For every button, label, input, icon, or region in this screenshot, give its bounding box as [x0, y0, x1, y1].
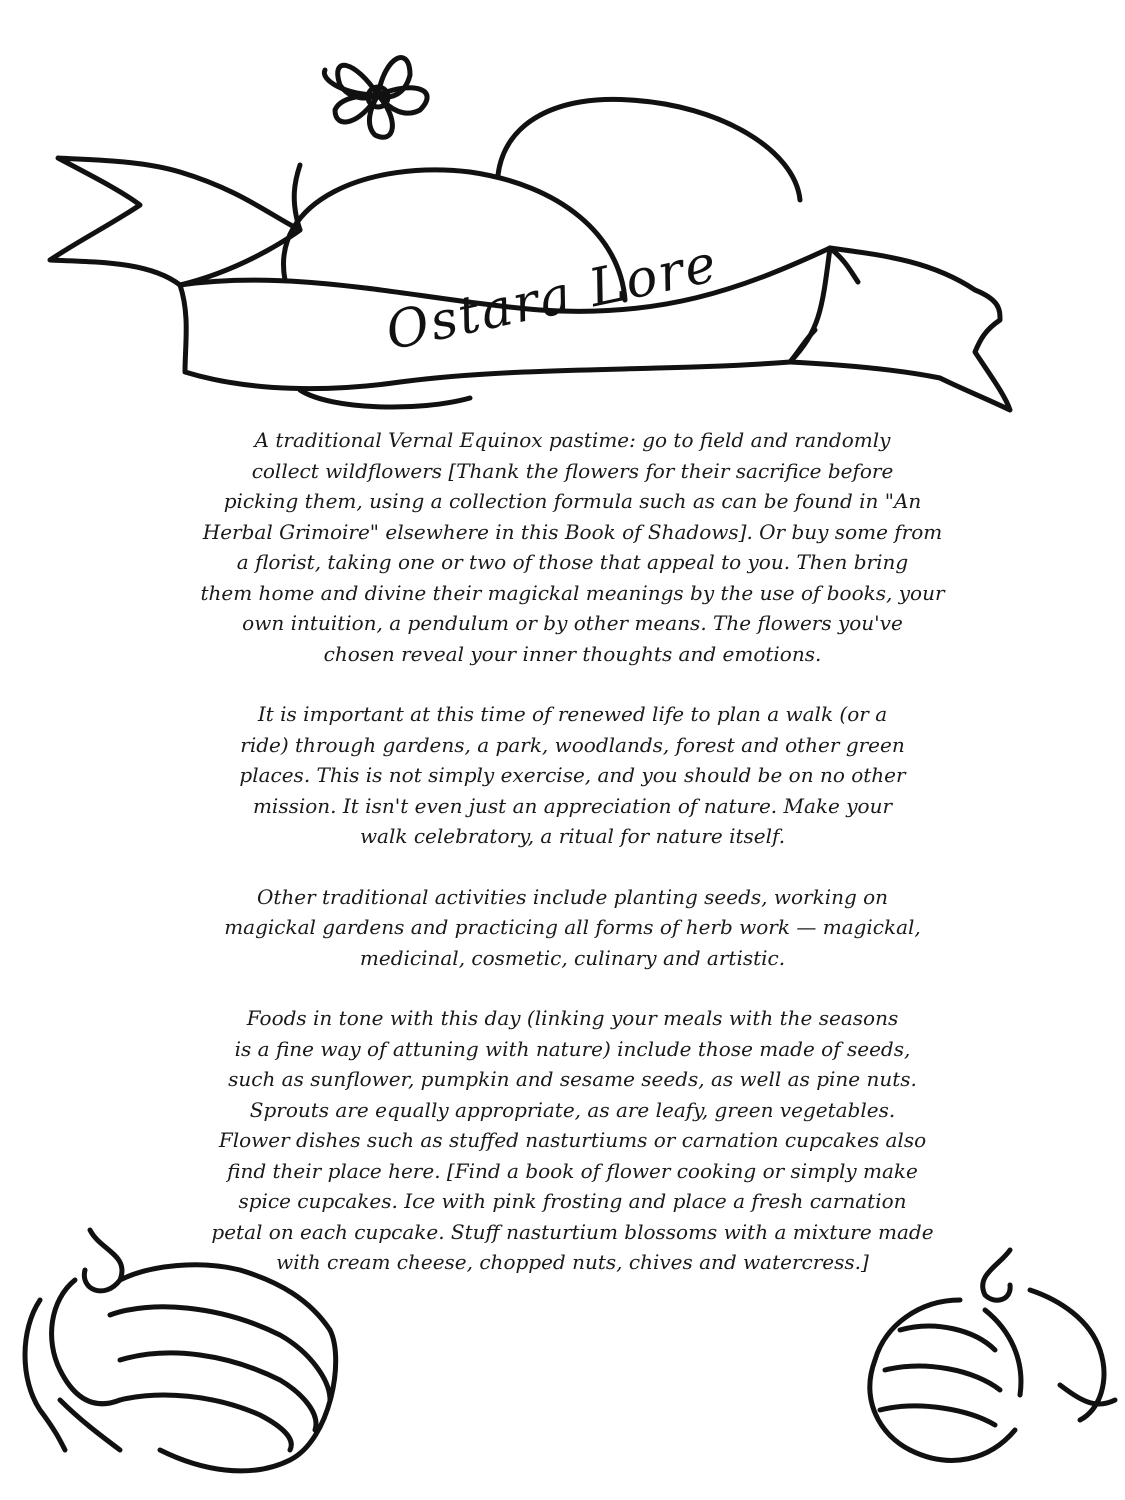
text-line: own intuition, a pendulum or by other means. The flowers you've	[242, 611, 903, 635]
paragraph	[125, 1003, 1020, 1278]
text-line: places. This is not simply exercise, and you should be on no other	[239, 763, 906, 787]
text-line: such as sunflower, pumpkin and sesame seeds, as well as pine nuts.	[228, 1067, 917, 1091]
text-line: Sprouts are equally appropriate, as are leafy, green vegetables.	[249, 1097, 896, 1122]
body-text	[125, 425, 1020, 1308]
text-line: is a fine way of attuning with nature) include those made of seeds,	[234, 1036, 911, 1061]
text-line: ride) through gardens, a park, woodlands, forest and other green	[240, 732, 905, 757]
flower-icon	[324, 58, 427, 138]
paragraph	[125, 425, 1020, 669]
text-line: Flower dishes such as stuffed nasturtiums or carnation cupcakes also	[218, 1128, 927, 1152]
text-line: magickal gardens and practicing all forms of herb work — magickal,	[224, 915, 921, 939]
text-line: spice cupcakes. Ice with pink frosting and place a fresh carnation	[238, 1189, 907, 1213]
text-line: a florist, taking one or two of those that appeal to you. Then bring	[236, 550, 909, 574]
text-line: find their place here. [Find a book of flower cooking or simply make	[227, 1158, 918, 1183]
text-line: them home and divine their magickal meanings by the use of books, your	[200, 580, 945, 605]
text-line: with cream cheese, chopped nuts, chives and watercress.]	[276, 1250, 869, 1274]
text-line: chosen reveal your inner thoughts and emotions.	[323, 641, 822, 666]
text-line: medicinal, cosmetic, culinary and artistic.	[359, 945, 786, 970]
text-line: collect wildflowers [Thank the flowers for their sacrifice before	[251, 458, 894, 483]
text-line: A traditional Vernal Equinox pastime: go to field and randomly	[254, 428, 891, 452]
text-line: Foods in tone with this day (linking your meals with the seasons	[246, 1006, 899, 1030]
text-line: It is important at this time of renewed life to plan a walk (or a	[257, 702, 888, 726]
text-line: mission. It isn't even just an appreciation of nature. Make your	[252, 793, 893, 818]
text-line: Other traditional activities include planting seeds, working on	[256, 884, 889, 909]
text-line: petal on each cupcake. Stuff nasturtium blossoms with a mixture made	[211, 1219, 934, 1244]
paragraph	[125, 882, 1020, 974]
text-line: walk celebratory, a ritual for nature itself.	[359, 824, 786, 848]
text-line: picking them, using a collection formula such as can be found in "An	[223, 489, 922, 513]
page-title: Ostara Lore	[380, 233, 724, 363]
paragraph	[125, 699, 1020, 852]
text-line: Herbal Grimoire" elsewhere in this Book of Shadows]. Or buy some from	[202, 519, 943, 544]
